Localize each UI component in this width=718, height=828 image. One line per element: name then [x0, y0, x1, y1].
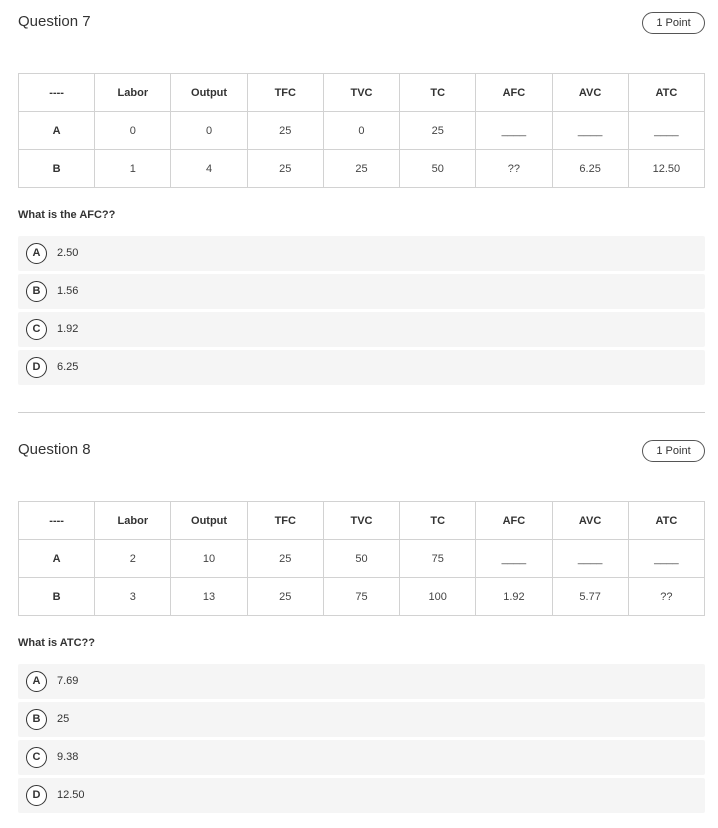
cost-table: [18, 501, 705, 616]
table-header: TFC: [247, 502, 323, 540]
table-cell: 25: [247, 112, 323, 150]
table-cell: 25: [247, 150, 323, 188]
question-divider: [18, 412, 705, 413]
table-header: AFC: [476, 74, 552, 112]
table-header: ATC: [628, 502, 704, 540]
option-text: 12.50: [57, 789, 85, 801]
table-cell: ____: [628, 540, 704, 578]
table-cell: 1.92: [476, 578, 552, 616]
table-cell: ____: [628, 112, 704, 150]
table-cell: ??: [476, 150, 552, 188]
option-letter-badge: A: [26, 243, 47, 264]
option-text: 1.56: [57, 285, 79, 297]
option-text: 7.69: [57, 675, 79, 687]
answer-options: [18, 236, 705, 388]
table-cell: 2: [95, 540, 171, 578]
points-badge: 1 Point: [642, 440, 705, 462]
table-cell: 25: [247, 540, 323, 578]
answer-option[interactable]: [18, 664, 705, 699]
table-header: TVC: [323, 502, 399, 540]
table-cell: 1: [95, 150, 171, 188]
option-letter-badge: A: [26, 671, 47, 692]
option-text: 9.38: [57, 751, 79, 763]
table-header: ----: [19, 502, 95, 540]
answer-option[interactable]: [18, 778, 705, 813]
option-text: 1.92: [57, 323, 79, 335]
table-cell: 0: [95, 112, 171, 150]
table-header: Labor: [95, 74, 171, 112]
answer-option[interactable]: [18, 274, 705, 309]
option-letter-badge: D: [26, 357, 47, 378]
answer-option[interactable]: [18, 236, 705, 271]
table-cell: 0: [323, 112, 399, 150]
question-title: Question 7: [18, 13, 91, 30]
table-header-row: [19, 502, 705, 540]
table-cell: 75: [400, 540, 476, 578]
table-header: TC: [400, 74, 476, 112]
table-header: AVC: [552, 74, 628, 112]
table-header: Output: [171, 74, 247, 112]
answer-option[interactable]: [18, 350, 705, 385]
table-row: [19, 540, 705, 578]
table-cell: A: [19, 112, 95, 150]
table-row: [19, 150, 705, 188]
table-header: ----: [19, 74, 95, 112]
table-cell: 4: [171, 150, 247, 188]
table-header: TFC: [247, 74, 323, 112]
table-cell: 75: [323, 578, 399, 616]
table-cell: A: [19, 540, 95, 578]
table-header: AFC: [476, 502, 552, 540]
table-cell: ____: [552, 112, 628, 150]
question-header: [18, 440, 705, 464]
table-header-row: [19, 74, 705, 112]
option-letter-badge: B: [26, 709, 47, 730]
points-badge: 1 Point: [642, 12, 705, 34]
option-text: 2.50: [57, 247, 79, 259]
option-letter-badge: C: [26, 319, 47, 340]
option-text: 6.25: [57, 361, 79, 373]
table-header: TC: [400, 502, 476, 540]
table-cell: 100: [400, 578, 476, 616]
table-cell: ??: [628, 578, 704, 616]
table-header: Output: [171, 502, 247, 540]
table-cell: 25: [247, 578, 323, 616]
table-cell: ____: [476, 540, 552, 578]
table-header: Labor: [95, 502, 171, 540]
table-cell: ____: [552, 540, 628, 578]
table-cell: 0: [171, 112, 247, 150]
question-prompt: What is ATC??: [18, 637, 95, 649]
table-cell: 6.25: [552, 150, 628, 188]
answer-options: [18, 664, 705, 816]
table-cell: B: [19, 578, 95, 616]
table-cell: 50: [400, 150, 476, 188]
table-cell: B: [19, 150, 95, 188]
table-cell: 3: [95, 578, 171, 616]
question-prompt: What is the AFC??: [18, 209, 116, 221]
table-cell: 13: [171, 578, 247, 616]
table-cell: ____: [476, 112, 552, 150]
answer-option[interactable]: [18, 312, 705, 347]
table-row: [19, 112, 705, 150]
option-text: 25: [57, 713, 70, 725]
table-row: [19, 578, 705, 616]
answer-option[interactable]: [18, 740, 705, 775]
question-header: [18, 12, 705, 36]
answer-option[interactable]: [18, 702, 705, 737]
option-letter-badge: B: [26, 281, 47, 302]
table-header: TVC: [323, 74, 399, 112]
table-header: ATC: [628, 74, 704, 112]
table-cell: 25: [400, 112, 476, 150]
cost-table: [18, 73, 705, 188]
option-letter-badge: D: [26, 785, 47, 806]
table-cell: 5.77: [552, 578, 628, 616]
table-header: AVC: [552, 502, 628, 540]
question-title: Question 8: [18, 441, 91, 458]
table-cell: 12.50: [628, 150, 704, 188]
option-letter-badge: C: [26, 747, 47, 768]
table-cell: 10: [171, 540, 247, 578]
table-cell: 50: [323, 540, 399, 578]
table-cell: 25: [323, 150, 399, 188]
